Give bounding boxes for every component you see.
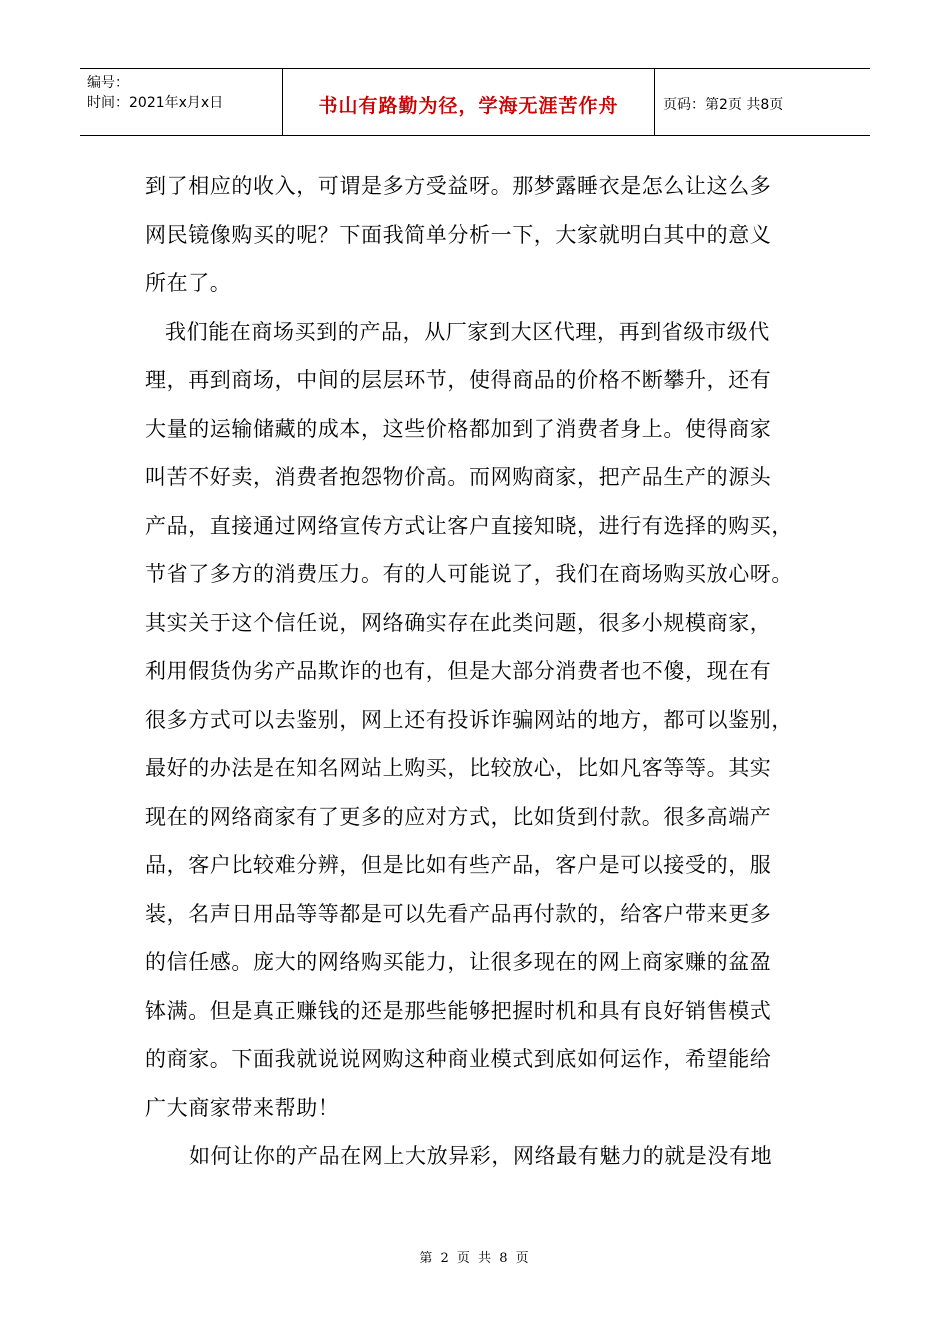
text-line: 其实关于这个信任说，网络确实存在此类问题，很多小规模商家， [145,610,772,635]
text-line: 大量的运输储藏的成本，这些价格都加到了消费者身上。使得商家 [145,416,772,441]
document-body [145,162,825,1181]
text-line: 网民镜像购买的呢？下面我简单分析一下，大家就明白其中的意义 [145,222,772,247]
header-page-info [655,69,870,135]
paragraph-3 [145,1132,825,1181]
text-line: 节省了多方的消费压力。有的人可能说了，我们在商场购买放心呀。 [145,562,793,586]
page-footer [0,1247,950,1266]
text-line: 理，再到商场，中间的层层环节，使得商品的价格不断攀升，还有 [145,368,772,392]
footer-page-number: 第 2 页 共 8 页 [419,1251,531,1266]
text-line: 的信任感。庞大的网络购买能力，让很多现在的网上商家赚的盆盈 [145,950,772,974]
text-line: 产品，直接通过网络宣传方式让客户直接知晓，进行有选择的购买， [145,513,793,538]
text-line: 叫苦不好卖，消费者抱怨物价高。而网购商家，把产品生产的源头 [145,465,772,489]
header-motto-cell [283,69,655,135]
document-header [80,68,870,136]
text-line: 品，客户比较难分辨，但是比如有些产品，客户是可以接受的，服 [145,853,772,877]
page-info-text: 页码：第2页 共8页 [663,97,784,113]
text-line: 利用假货伪劣产品欺诈的也有，但是大部分消费者也不傻，现在有 [145,659,772,683]
document-date-label: 时间：2021年x月x日 [87,95,224,111]
text-line: 如何让你的产品在网上大放异彩，网络最有魅力的就是没有地 [189,1144,773,1168]
text-line: 我们能在商场买到的产品，从厂家到大区代理，再到省级市级代 [165,319,770,344]
paragraph-2 [145,308,825,1133]
header-meta [80,69,283,135]
document-number-label: 编号： [87,75,129,91]
text-line: 的商家。下面我就说说网购这种商业模式到底如何运作，希望能给 [145,1047,772,1071]
text-line: 到了相应的收入，可谓是多方受益呀。那梦露睡衣是怎么让这么多 [145,174,772,198]
paragraph-1 [145,162,825,308]
text-line: 很多方式可以去鉴别，网上还有投诉诈骗网站的地方，都可以鉴别， [145,707,793,732]
text-line: 所在了。 [145,271,232,295]
text-line: 最好的办法是在知名网站上购买，比较放心，比如凡客等等。其实 [145,756,772,780]
text-line: 现在的网络商家有了更多的应对方式，比如货到付款。很多高端产 [145,804,772,829]
header-motto: 书山有路勤为径，学海无涯苦作舟 [318,94,619,117]
text-line: 装，名声日用品等等都是可以先看产品再付款的，给客户带来更多 [145,901,772,926]
text-line: 钵满。但是真正赚钱的还是那些能够把握时机和具有良好销售模式 [145,998,772,1023]
text-line: 广大商家带来帮助！ [145,1095,340,1120]
